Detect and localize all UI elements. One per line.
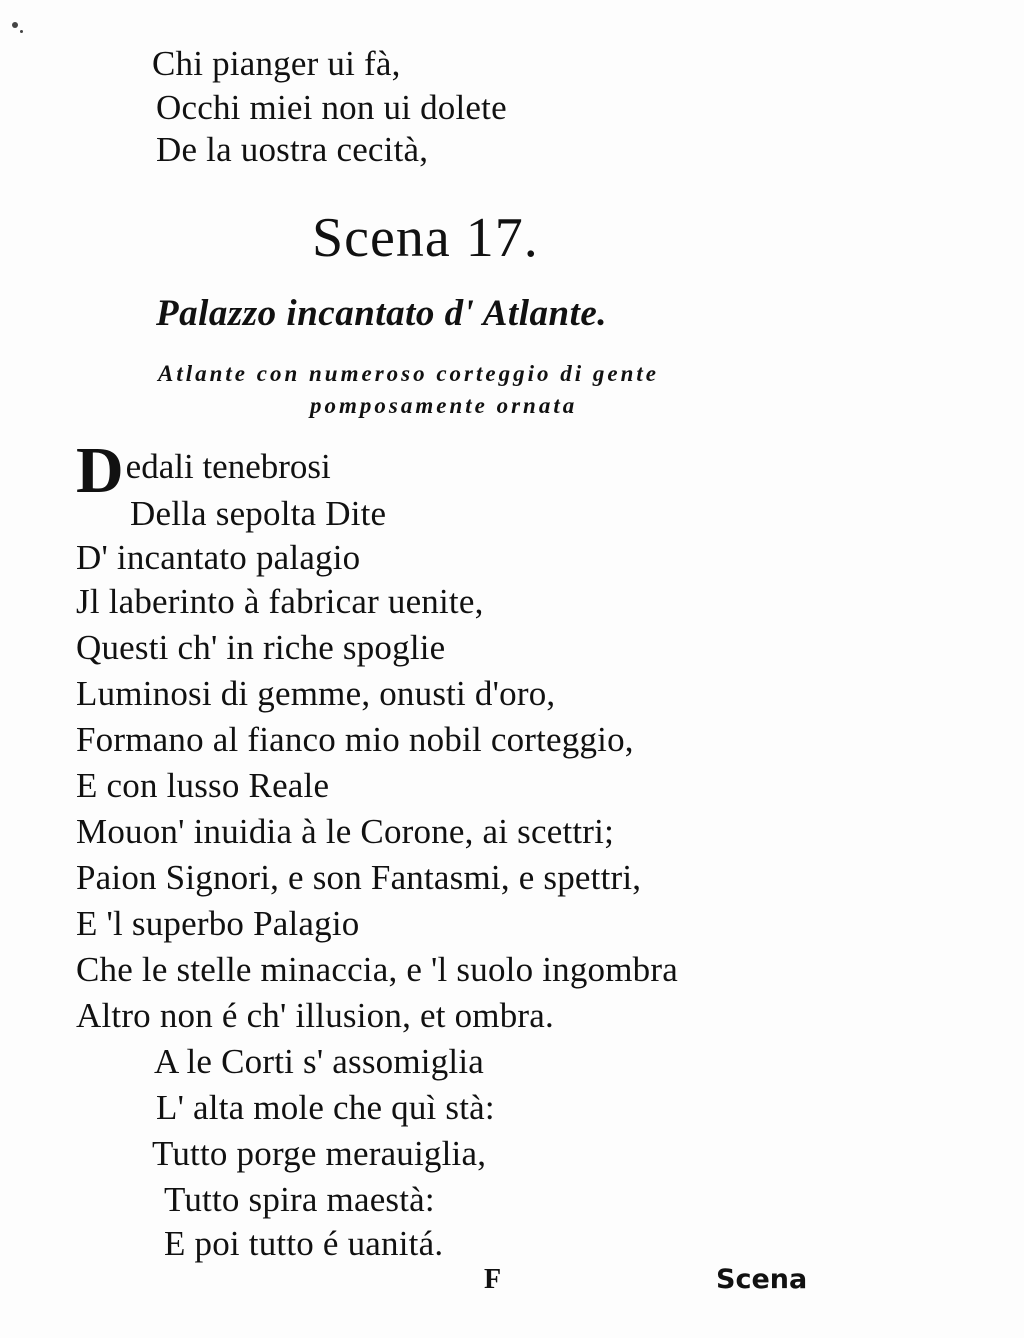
- verse-line: E 'l superbo Palagio: [76, 904, 360, 943]
- verse-line: Formano al fianco mio nobil corteggio,: [76, 720, 634, 759]
- verse-line: Paion Signori, e son Fantasmi, e spettri,: [76, 858, 642, 897]
- aria-line: Tutto porge merauiglia,: [152, 1134, 487, 1173]
- verse-line: Questi ch' in riche spoglie: [76, 628, 446, 667]
- drop-cap: D: [76, 434, 124, 507]
- aria-line: Tutto spira maestà:: [164, 1180, 435, 1219]
- scene-title: Scena 17.: [312, 207, 539, 269]
- stage-direction: pomposamente ornata: [310, 393, 578, 418]
- verse-line: Jl laberinto à fabricar uenite,: [76, 582, 484, 621]
- aria-line: A le Corti s' assomiglia: [154, 1042, 484, 1081]
- aria-line: L' alta mole che quì stà:: [156, 1088, 495, 1127]
- verse-line: Occhi miei non ui dolete: [156, 88, 507, 127]
- verse-line: E con lusso Reale: [76, 766, 330, 805]
- verse-line: Della sepolta Dite: [130, 494, 387, 533]
- first-line-text: edali tenebrosi: [125, 447, 331, 486]
- verse-line: Luminosi di gemme, onusti d'oro,: [76, 674, 556, 713]
- verse-line: Chi pianger ui fà,: [152, 44, 401, 83]
- verse-line: De la uostra cecità,: [156, 130, 429, 169]
- speech-first-line: [76, 434, 331, 507]
- signature-mark: F: [484, 1264, 502, 1295]
- verse-line: Altro non é ch' illusion, et ombra.: [76, 996, 554, 1035]
- scene-setting: Palazzo incantato d' Atlante.: [156, 293, 608, 334]
- verse-line: Mouon' inuidia à le Corone, ai scettri;: [76, 812, 615, 851]
- verse-line: Che le stelle minaccia, e 'l suolo ingombra: [76, 950, 678, 989]
- ink-speck: [20, 30, 23, 33]
- catchword: Scena: [716, 1264, 808, 1295]
- stage-direction: Atlante con numeroso corteggio di gente: [158, 361, 659, 386]
- ink-speck: [12, 22, 18, 28]
- aria-line: E poi tutto é uanitá.: [164, 1224, 444, 1263]
- verse-line: D' incantato palagio: [76, 538, 361, 577]
